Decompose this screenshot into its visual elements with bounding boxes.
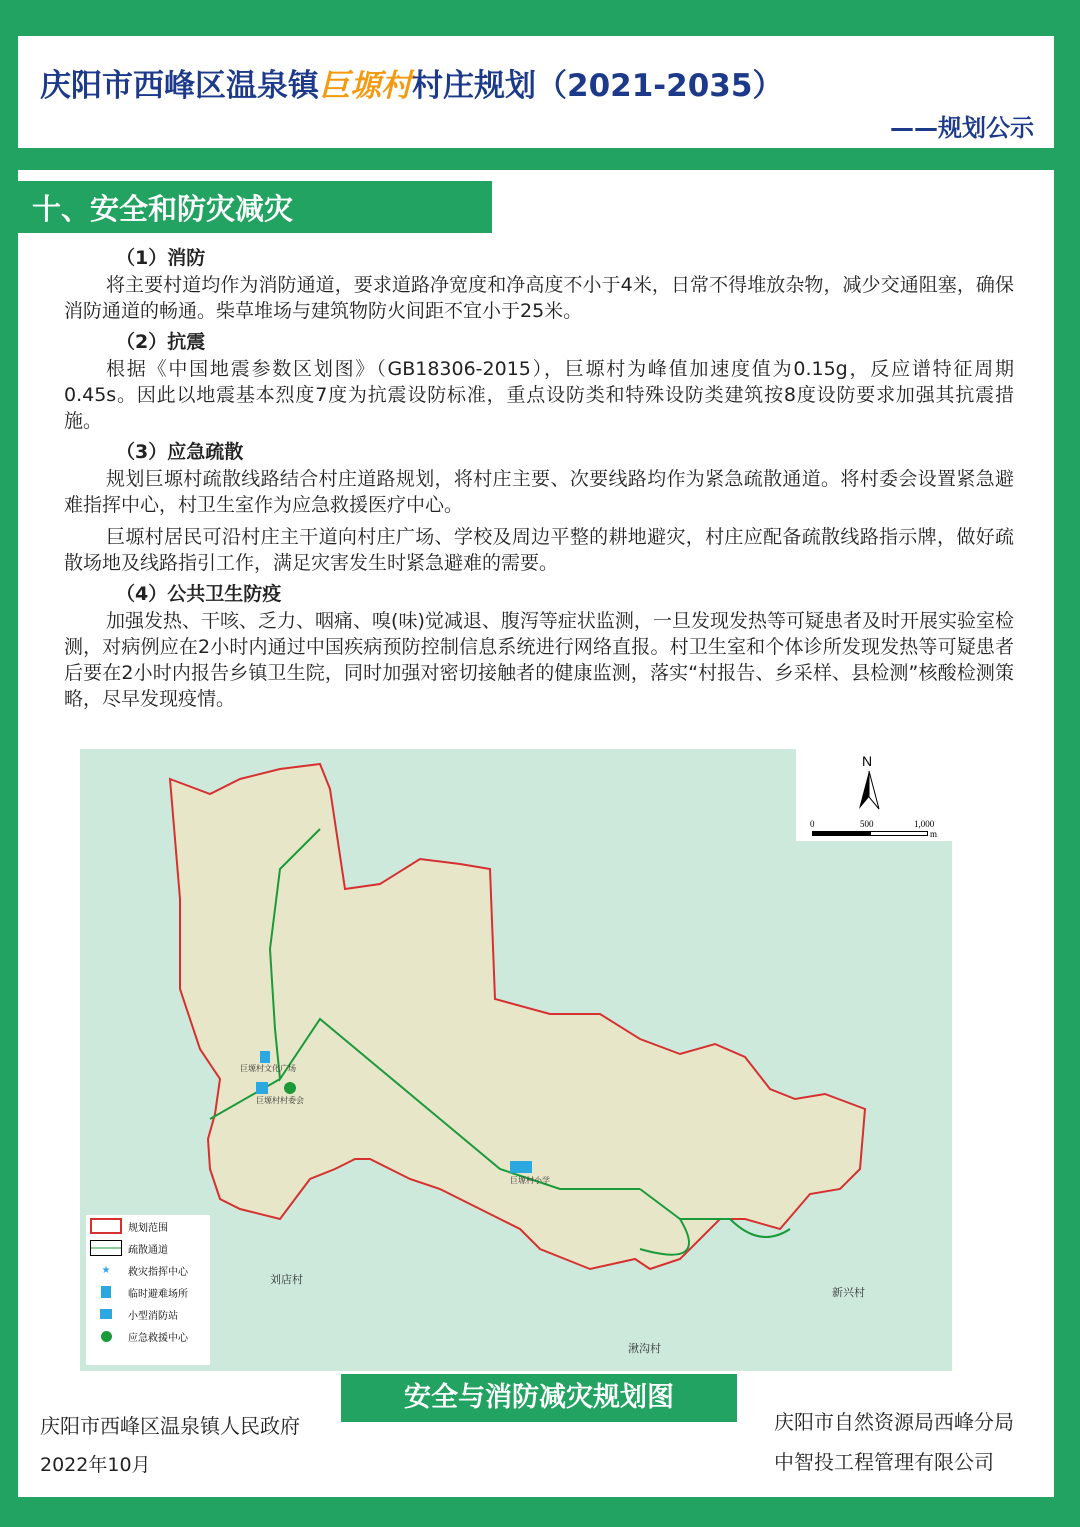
footer-org2: 中智投工程管理有限公司 [774, 1450, 994, 1474]
place-qiugou: 湫沟村 [628, 1342, 661, 1355]
map-graphic [80, 749, 952, 1371]
shelter-icon [90, 1284, 122, 1300]
fire-station-marker [510, 1161, 532, 1173]
fire-station-icon [90, 1306, 122, 1322]
legend-item [86, 1325, 210, 1347]
paragraph: 加强发热、干咳、乏力、咽痛、嗅(味)觉减退、腹泻等症状监测，一旦发现发热等可疑患者及时开展实验室检测，对病例应在2小时内通过中国疾病预防控制信息系统进行网络直报。村卫生室和个体诊所发现发热等可疑患者后要在2小时内报告乡镇卫生院，同时加强对密切接触者的健康监测，落实“村报告、乡采样、县检测”核酸检测策略，尽早发现疫情。 [64, 610, 1014, 710]
legend-item [86, 1303, 210, 1325]
medical-center-marker [284, 1082, 296, 1094]
map-legend [86, 1215, 210, 1365]
star-icon: ★ [101, 1264, 111, 1276]
scale-500: 500 [860, 819, 874, 829]
scale-bar [870, 831, 928, 836]
north-arrow-icon [856, 769, 882, 811]
legend-label: 临时避难场所 [128, 1288, 188, 1300]
heading-fire: （1）消防 [116, 247, 206, 269]
legend-item [86, 1259, 210, 1281]
page-subtitle: ——规划公示 [890, 114, 1034, 142]
legend-item [86, 1281, 210, 1303]
legend-label: 疏散通道 [128, 1244, 168, 1256]
scale-unit: m [930, 829, 938, 839]
paragraph: 将主要村道均作为消防通道，要求道路净宽度和净高度不小于4米，日常不得堆放杂物，减少交通阻塞，确保消防通道的畅通。柴草堆场与建筑物防火间距不宜小于25米。 [64, 274, 1014, 322]
legend-item [86, 1237, 210, 1259]
content [64, 240, 1014, 712]
north-arrow-scale [796, 749, 952, 841]
page-title: 庆阳市西峰区温泉镇巨塬村村庄规划（2021-2035） [40, 68, 784, 104]
place-xinxing: 新兴村 [832, 1286, 865, 1299]
map-title: 安全与消防减灾规划图 [341, 1374, 737, 1422]
scale-bar [812, 831, 870, 836]
place-liudian: 刘店村 [270, 1273, 303, 1286]
page [18, 36, 1054, 1497]
rescue-center-marker [256, 1082, 268, 1094]
scale-1000: 1,000 [914, 819, 935, 829]
footer-org1: 庆阳市自然资源局西峰分局 [774, 1410, 1014, 1434]
legend-label: 应急救援中心 [128, 1332, 188, 1344]
shelter-marker [260, 1051, 270, 1063]
place-committee: 巨塬村村委会 [256, 1096, 304, 1105]
section-title: 十、安全和防灾减灾 [18, 181, 492, 233]
paragraph: 巨塬村居民可沿村庄主干道向村庄广场、学校及周边平整的耕地避灾，村庄应配备疏散线路指示牌，做好疏散场地及线路指引工作，满足灾害发生时紧急避难的需要。 [64, 526, 1014, 574]
north-label: N [862, 753, 873, 769]
heading-quake: （2）抗震 [116, 331, 206, 353]
place-school: 巨塬村小学 [510, 1176, 550, 1185]
heading-health: （4）公共卫生防疫 [116, 583, 282, 605]
footer-gov: 庆阳市西峰区温泉镇人民政府 [40, 1414, 300, 1438]
footer-date: 2022年10月 [40, 1454, 151, 1476]
legend-label: 规划范围 [128, 1222, 168, 1234]
legend-item [86, 1215, 210, 1237]
paragraph: 根据《中国地震参数区划图》（GB18306-2015），巨塬村为峰值加速度值为0.15g，反应谱特征周期0.45s。因此以地震基本烈度7度为抗震设防标准，重点设防类和特殊设防类建筑按8度设防要求加强其抗震措施。 [64, 358, 1014, 432]
medical-icon [90, 1328, 122, 1344]
paragraph: 规划巨塬村疏散线路结合村庄道路规划，将村庄主要、次要线路均作为紧急疏散通道。将村委会设置紧急避难指挥中心，村卫生室作为应急救援医疗中心。 [64, 468, 1014, 516]
place-plaza: 巨塬村文化广场 [240, 1064, 296, 1073]
heading-evac: （3）应急疏散 [116, 441, 244, 463]
divider [18, 148, 1054, 170]
scale-0: 0 [810, 819, 815, 829]
legend-label: 救灾指挥中心 [128, 1266, 188, 1278]
legend-label: 小型消防站 [128, 1310, 178, 1322]
safety-map [80, 749, 952, 1371]
